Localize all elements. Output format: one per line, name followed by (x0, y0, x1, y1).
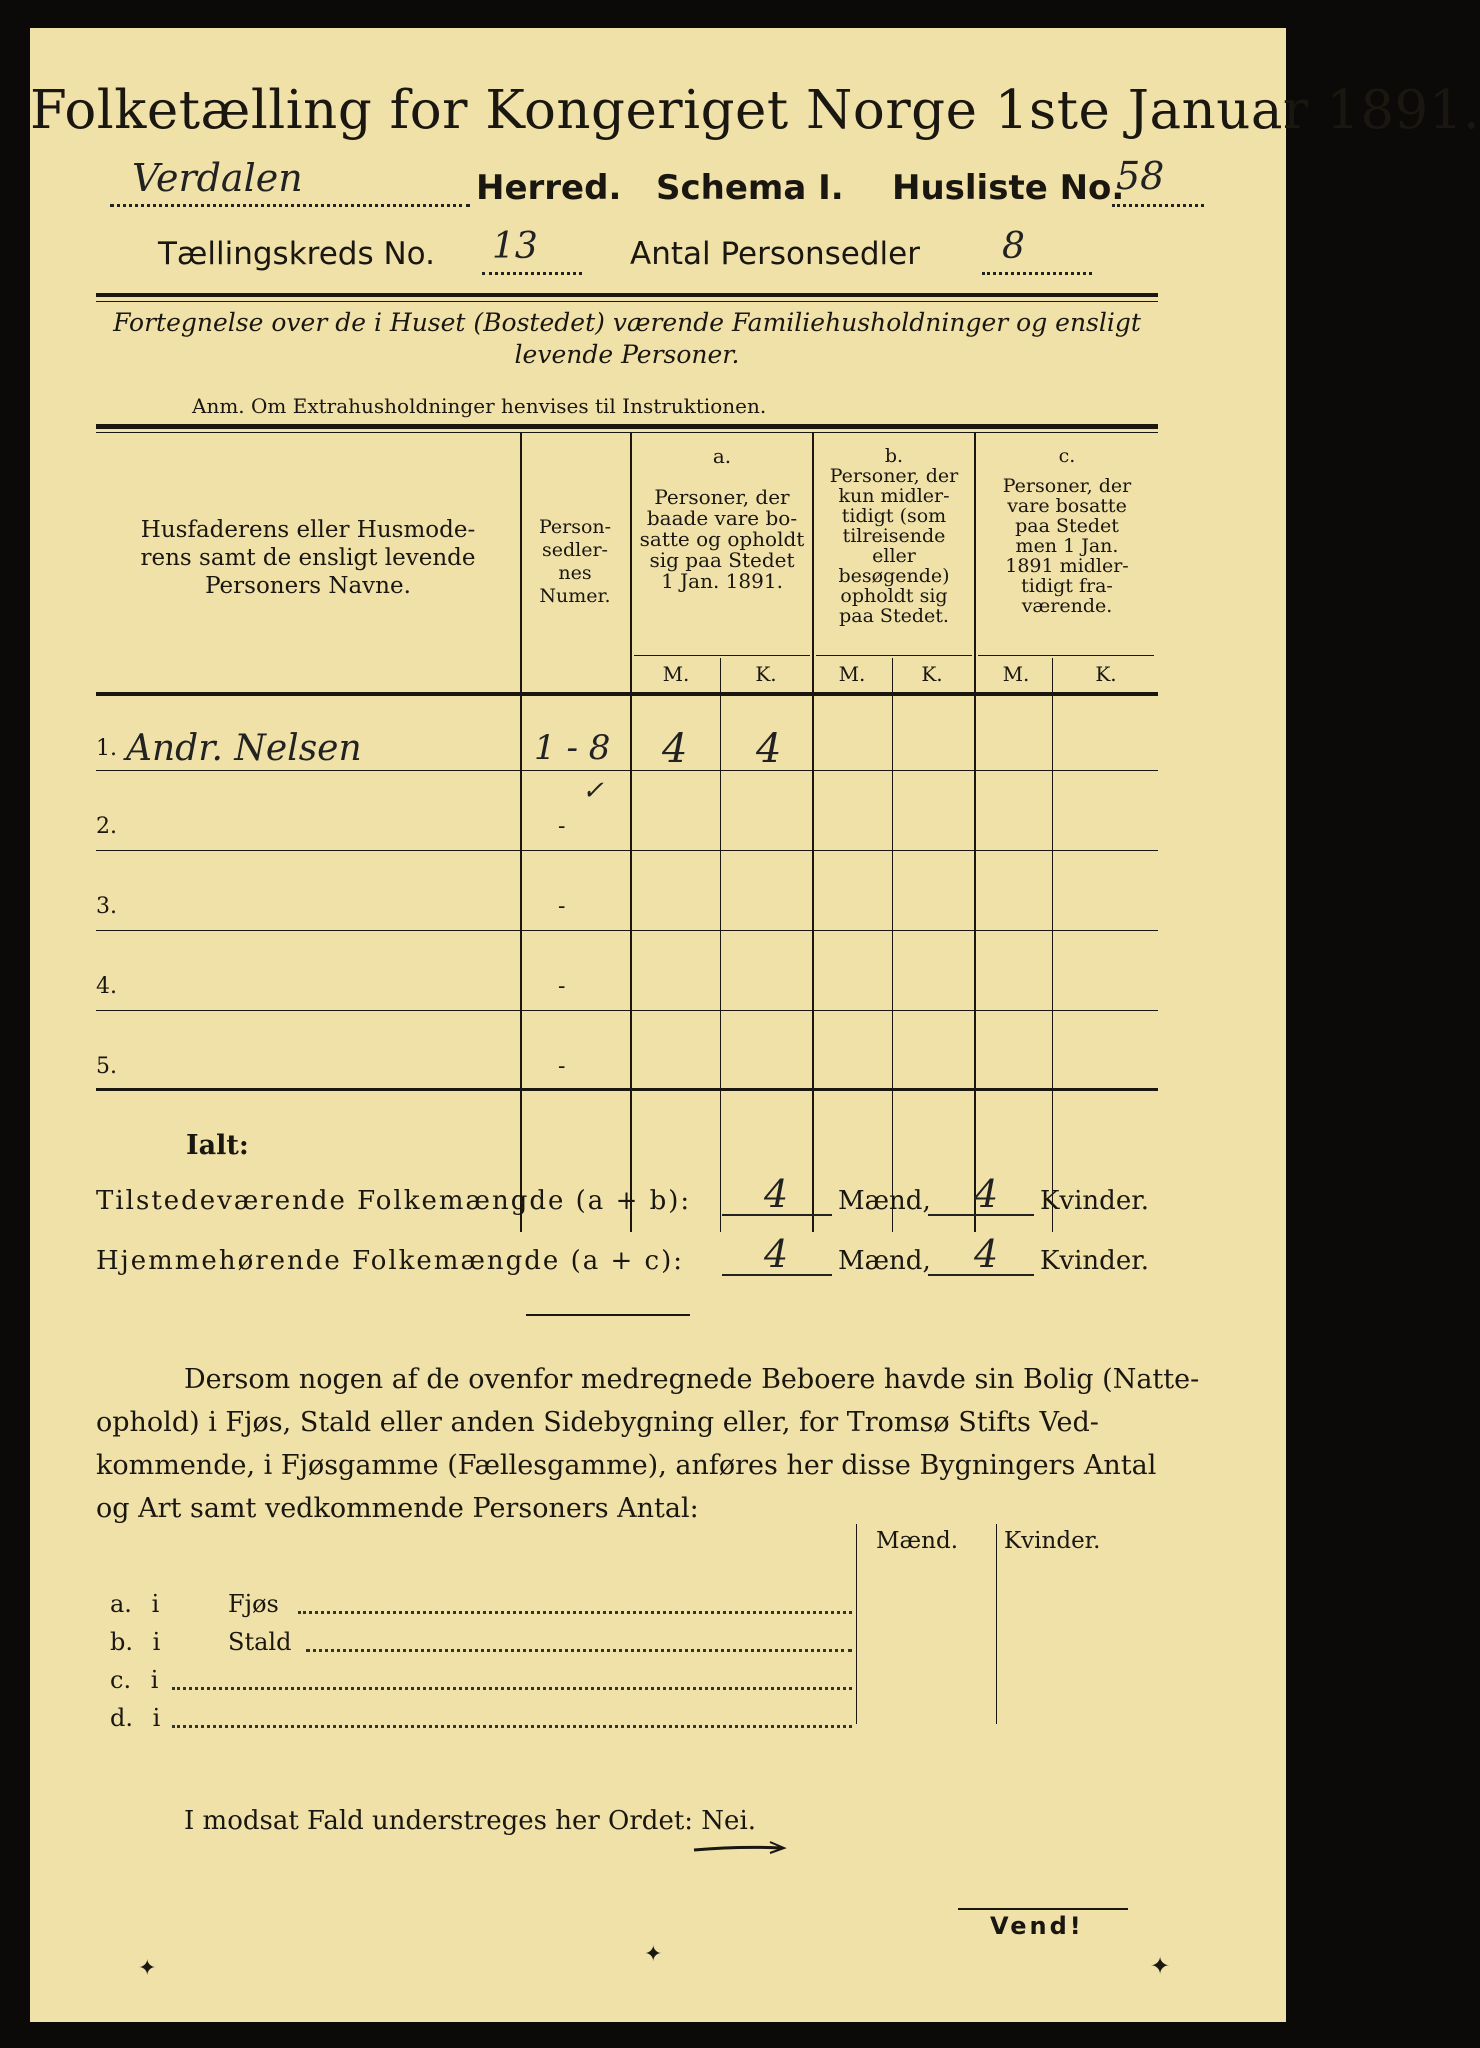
building-b-label: Stald (228, 1628, 292, 1656)
col-a-line-4: sig paa Stedet (649, 548, 795, 572)
header-num-line-3: nes (558, 562, 592, 584)
col-b-m-label: M. (838, 662, 866, 686)
tilstede-k-value: 4 (974, 1172, 999, 1216)
header-name-line-2: rens samt de ensligt levende (140, 545, 476, 571)
husliste-label: Husliste No. (892, 168, 1125, 208)
vend-rule (958, 1908, 1128, 1910)
building-row-a (110, 1590, 852, 1622)
row-1-a-k: 4 (756, 726, 782, 772)
col-b-letter: b. (884, 445, 904, 467)
header-num-line-4: Numer. (539, 585, 611, 607)
header-num-col (520, 516, 630, 608)
census-form (30, 28, 1480, 2022)
table-header-bottom-rule (96, 692, 1158, 696)
herred-label: Herred. (476, 168, 622, 208)
hjemme-m-value: 4 (764, 1232, 789, 1276)
schema-label: Schema I. (656, 168, 844, 208)
building-d-letter: d. (110, 1704, 133, 1732)
buildings-col-line-2 (996, 1524, 997, 1724)
col-b-line-4: tilreisende (842, 525, 946, 547)
header-name-col (96, 516, 520, 600)
hjemme-k-field (928, 1232, 1034, 1276)
building-a-dots (298, 1611, 852, 1614)
building-row-d (110, 1704, 852, 1736)
stitch-mark-icon: ✦ (644, 1942, 663, 1967)
row-1-number: 1. (96, 736, 117, 761)
building-b-i: i (152, 1628, 161, 1656)
anm-note: Anm. Om Extrahusholdninger henvises til Instruktionen. (192, 394, 767, 418)
col-b-line-3: tidigt (som (841, 505, 947, 527)
buildings-kvinder-header: Kvinder. (1004, 1528, 1101, 1554)
row-5-range: - (558, 1054, 566, 1079)
col-c-line-1: Personer, der (1002, 475, 1132, 497)
kreds-number: 13 (492, 226, 538, 267)
row-3-number: 3. (96, 894, 117, 919)
dwelling-paragraph (96, 1358, 1200, 1530)
vend-text: Vend! (990, 1912, 1084, 1940)
col-c-line-5: 1891 midler- (1005, 555, 1129, 577)
paragraph-line-1: Dersom nogen af de ovenfor medregnede Beboere havde sin Bolig (Natte- (184, 1364, 1200, 1395)
col-c-line-4: men 1 Jan. (1015, 535, 1119, 557)
kreds-number-field (482, 226, 582, 275)
arrow-underline-icon (690, 1838, 790, 1858)
header-rule-thin (96, 301, 1158, 302)
col-c-mk-rule (978, 655, 1154, 656)
col-b-line-8: paa Stedet. (839, 605, 949, 627)
col-a-line-3: satte og opholdt (639, 527, 805, 551)
row-4-number: 4. (96, 974, 117, 999)
table-top-rule-thick (96, 424, 1158, 429)
row-1-range: 1 - 8 (534, 728, 611, 768)
building-c-i: i (150, 1666, 159, 1694)
hjemme-maend-label: Mænd, (838, 1246, 931, 1276)
building-a-i: i (151, 1590, 160, 1618)
table-bottom-rule (96, 1088, 1158, 1091)
col-b-line-5: eller (872, 545, 916, 567)
intro-line-2: levende Personer. (514, 340, 740, 369)
stitch-mark-icon: ✦ (138, 1956, 157, 1981)
col-b-mk-divider (892, 658, 893, 1232)
row-4-range: - (558, 974, 566, 999)
col-b-mk-rule (816, 655, 972, 656)
paragraph-line-2: ophold) i Fjøs, Stald eller anden Sidebygning eller, for Tromsø Stifts Ved- (96, 1407, 1099, 1438)
col-c-line-3: paa Stedet (1015, 515, 1119, 537)
personsedler-number: 8 (1002, 226, 1025, 267)
col-c-letter: c. (1058, 445, 1076, 467)
header-num-line-2: sedler- (542, 539, 608, 561)
building-row-c (110, 1666, 852, 1698)
hjemme-k-value: 4 (974, 1232, 999, 1276)
header-col-c (976, 446, 1158, 616)
col-a-letter: a. (712, 444, 732, 468)
header-name-line-1: Husfaderens eller Husmode- (140, 517, 476, 543)
building-a-label: Fjøs (228, 1590, 279, 1618)
husliste-number-field (1112, 154, 1204, 207)
col-c-line-2: vare bosatte (1007, 495, 1127, 517)
col-a-line-2: baade vare bo- (646, 506, 798, 530)
row-line-4 (96, 1010, 1158, 1011)
col-c-line-6: tidigt fra- (1021, 575, 1113, 597)
intro-line-1: Fortegnelse over de i Huset (Bostedet) værende Familiehusholdninger og ensligt (113, 308, 1141, 337)
separator-rule (526, 1314, 690, 1316)
building-b-letter: b. (110, 1628, 133, 1656)
tilstede-label: Tilstedeværende Folkemængde (a + b): (96, 1186, 692, 1216)
building-a-letter: a. (110, 1590, 132, 1618)
stitch-mark-icon: ✦ (1150, 1952, 1171, 1980)
header-num-line-1: Person- (538, 516, 612, 538)
col-a-line-5: 1 Jan. 1891. (661, 569, 783, 593)
col-c-mk-divider (1052, 658, 1053, 1232)
row-line-3 (96, 930, 1158, 931)
col-c-k-label: K. (1095, 662, 1117, 686)
header-rule-thick (96, 293, 1158, 297)
building-b-dots (306, 1649, 852, 1652)
row-2-range: - (558, 814, 566, 839)
row-1-name: Andr. Nelsen (126, 728, 362, 769)
col-c-m-label: M. (1002, 662, 1030, 686)
paragraph-line-3: kommende, i Fjøsgamme (Fællesgamme), anføres her disse Bygningers Antal (96, 1450, 1157, 1481)
building-c-dots (172, 1687, 852, 1690)
row-1-a-m: 4 (662, 726, 688, 772)
herred-name-field (110, 156, 470, 207)
ialt-label: Ialt: (186, 1130, 249, 1161)
building-c-letter: c. (110, 1666, 132, 1694)
personsedler-label: Antal Personsedler (630, 236, 920, 272)
row-3-range: - (558, 894, 566, 919)
kreds-label: Tællingskreds No. (158, 236, 435, 272)
tilstede-m-value: 4 (764, 1172, 789, 1216)
col-b-line-7: opholdt sig (840, 585, 948, 607)
buildings-col-line-1 (856, 1524, 857, 1724)
col-b-k-label: K. (921, 662, 943, 686)
col-a-k-label: K. (755, 662, 777, 686)
herred-name: Verdalen (132, 156, 303, 200)
tilstede-kvinder-label: Kvinder. (1040, 1186, 1150, 1216)
col-a-mk-divider (720, 658, 721, 1232)
col-a-m-label: M. (662, 662, 690, 686)
header-col-a (632, 446, 812, 592)
buildings-maend-header: Mænd. (876, 1528, 959, 1554)
row-1-check-mark: ✓ (582, 776, 604, 806)
building-d-dots (172, 1725, 852, 1728)
form-title: Folketælling for Kongeriget Norge 1ste Januar 1891. (30, 80, 1480, 141)
col-b-line-6: besøgende) (838, 565, 950, 587)
building-d-i: i (152, 1704, 161, 1732)
tilstede-m-field (722, 1172, 832, 1216)
col-b-line-2: kun midler- (838, 485, 950, 507)
hjemme-label: Hjemmehørende Folkemængde (a + c): (96, 1246, 684, 1276)
building-row-b (110, 1628, 852, 1660)
row-2-number: 2. (96, 814, 117, 839)
row-line-2 (96, 850, 1158, 851)
row-5-number: 5. (96, 1054, 117, 1079)
tilstede-maend-label: Mænd, (838, 1186, 931, 1216)
header-name-line-3: Personers Navne. (205, 573, 411, 599)
modsat-text: I modsat Fald understreges her Ordet: Nei. (184, 1806, 757, 1836)
col-a-mk-rule (634, 655, 810, 656)
col-b-line-1: Personer, der (829, 465, 959, 487)
table-top-rule-thin (96, 432, 1158, 433)
col-c-line-7: værende. (1021, 595, 1113, 617)
hjemme-m-field (722, 1232, 832, 1276)
personsedler-number-field (982, 226, 1092, 275)
tilstede-k-field (928, 1172, 1034, 1216)
header-col-b (814, 446, 974, 626)
col-a-line-1: Personer, der (654, 485, 790, 509)
paragraph-line-4: og Art samt vedkommende Personers Antal: (96, 1493, 699, 1524)
row-line-1 (96, 770, 1158, 771)
husliste-number: 58 (1116, 154, 1165, 198)
hjemme-kvinder-label: Kvinder. (1040, 1246, 1150, 1276)
